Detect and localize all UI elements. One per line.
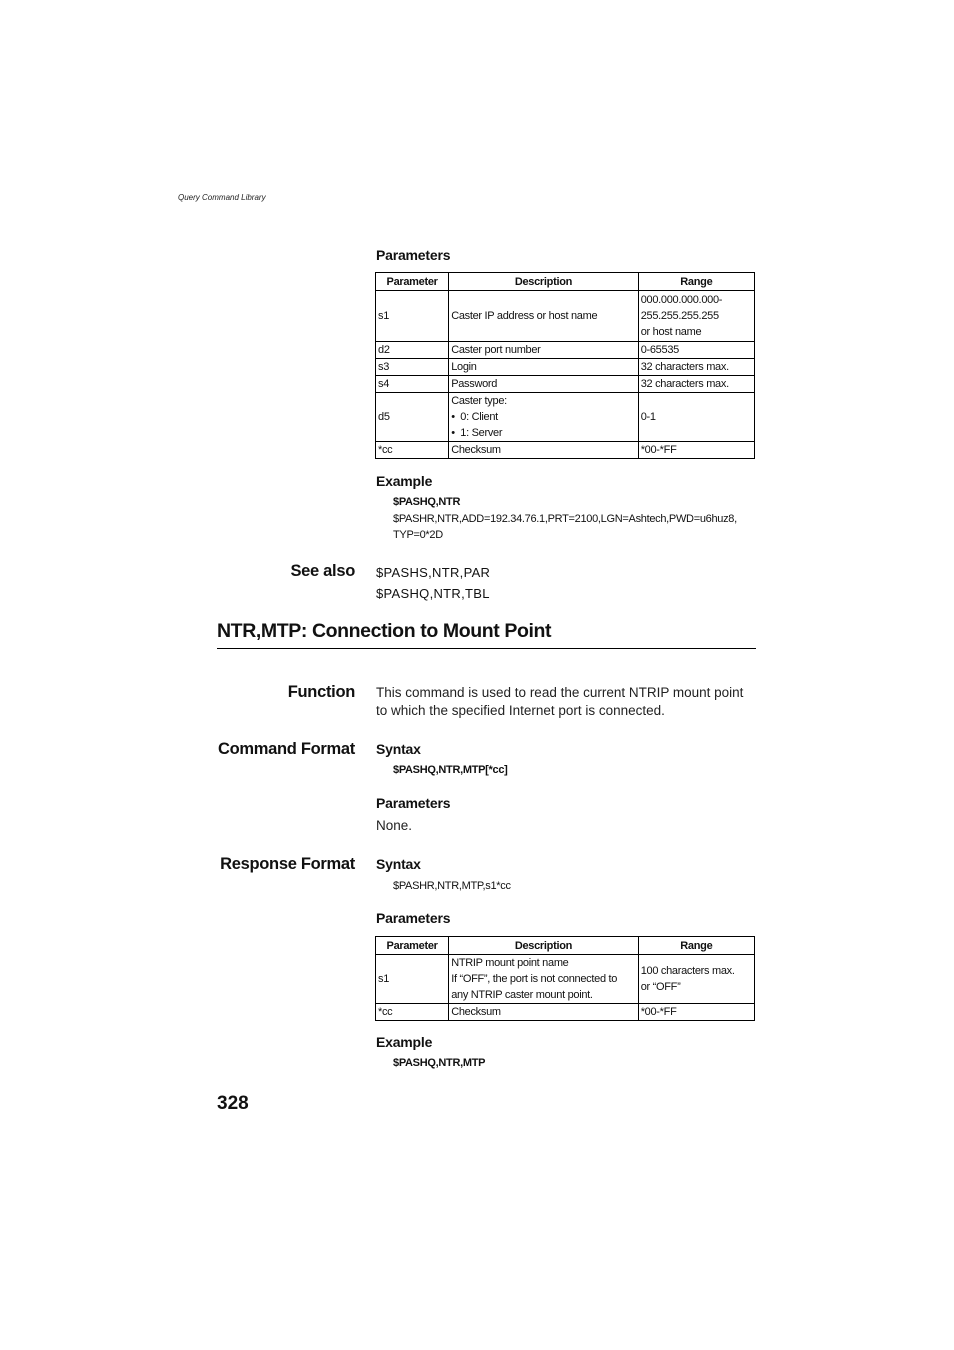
cmd-syntax: $PASHQ,NTR,MTP[*cc] (393, 764, 508, 776)
table-row (376, 291, 755, 342)
see-also-label: See also (290, 562, 355, 580)
column-header: Parameter (376, 273, 449, 291)
param-cell: *cc (376, 442, 449, 459)
resp-example-command: $PASHQ,NTR,MTP (393, 1057, 486, 1069)
command-format-label: Command Format (218, 740, 355, 758)
range-cell (638, 955, 754, 1004)
table-row (376, 393, 755, 442)
function-label: Function (287, 683, 355, 701)
example-response-line: $PASHR,NTR,ADD=192.34.76.1,PRT=2100,LGN=Ashtech,PWD=u6huz8, (393, 513, 737, 525)
resp-syntax: $PASHR,NTR,MTP,s1*cc (393, 880, 511, 892)
table-row (376, 1004, 755, 1021)
table-row (376, 359, 755, 376)
parameters-heading: Parameters (376, 247, 451, 263)
range-line: 100 characters max. (640, 965, 735, 977)
desc-cell (449, 955, 639, 1004)
range-cell: 32 characters max. (638, 359, 754, 376)
table-header-row (376, 937, 755, 955)
range-cell: *00-*FF (638, 442, 754, 459)
desc-cell: Password (449, 376, 639, 393)
page-number: 328 (217, 1093, 249, 1114)
cmd-parameters-text: None. (376, 818, 413, 833)
cmd-parameters-heading: Parameters (376, 795, 451, 811)
running-header: Query Command Library (178, 193, 266, 202)
see-also-link[interactable]: $PASHS,NTR,PAR (376, 565, 491, 580)
resp-parameters-heading: Parameters (376, 910, 451, 926)
desc-line: Caster type: (451, 395, 507, 407)
desc-cell (449, 291, 639, 342)
param-cell: *cc (376, 1004, 449, 1021)
param-cell: s1 (376, 955, 449, 1004)
range-line: 255.255.255.255 (640, 310, 719, 322)
desc-line: any NTRIP caster mount point. (451, 989, 593, 1001)
example-command: $PASHQ,NTR (393, 496, 461, 508)
table-row (376, 376, 755, 393)
range-cell: *00-*FF (638, 1004, 754, 1021)
range-cell: 0-1 (638, 393, 754, 442)
example-response-line: TYP=0*2D (393, 529, 443, 541)
table-row (376, 342, 755, 359)
section-title: NTR,MTP: Connection to Mount Point (217, 620, 552, 642)
desc-line: NTRIP mount point name (451, 957, 569, 969)
resp-example-heading: Example (376, 1034, 433, 1050)
bullet-icon: • (451, 411, 455, 423)
param-cell: d5 (376, 393, 449, 442)
desc-line: Caster IP address or host name (451, 310, 598, 322)
range-cell: 32 characters max. (638, 376, 754, 393)
function-text-line: This command is used to read the current NTRIP mount point (376, 685, 744, 700)
param-cell: s3 (376, 359, 449, 376)
column-header: Range (638, 937, 754, 955)
table-header-row (376, 273, 755, 291)
bullet-icon: • (451, 427, 455, 439)
parameters-table (375, 272, 755, 459)
response-parameters-table (375, 936, 755, 1021)
response-format-label: Response Format (220, 855, 355, 873)
cmd-syntax-heading: Syntax (376, 741, 421, 757)
range-line: or “OFF” (640, 981, 681, 993)
function-text-line: to which the specified Internet port is connected. (376, 703, 665, 718)
desc-cell: Caster port number (449, 342, 639, 359)
section-divider (217, 648, 756, 649)
desc-cell: Checksum (449, 442, 639, 459)
desc-cell (449, 393, 639, 442)
range-cell: 0-65535 (638, 342, 754, 359)
param-cell: s4 (376, 376, 449, 393)
desc-cell: Login (449, 359, 639, 376)
param-cell: s1 (376, 291, 449, 342)
desc-line: If “OFF”, the port is not connected to (451, 973, 618, 985)
table-row (376, 955, 755, 1004)
desc-cell: Checksum (449, 1004, 639, 1021)
column-header: Description (449, 937, 639, 955)
table-row (376, 442, 755, 459)
range-line: or host name (640, 326, 702, 338)
function-text (376, 684, 761, 720)
see-also-link[interactable]: $PASHQ,NTR,TBL (376, 586, 490, 601)
param-cell: d2 (376, 342, 449, 359)
bullet-item: • 1: Server (451, 427, 503, 439)
range-line: 000.000.000.000- (640, 294, 723, 306)
resp-syntax-heading: Syntax (376, 856, 421, 872)
range-cell (638, 291, 754, 342)
example-response (393, 511, 737, 543)
column-header: Description (449, 273, 639, 291)
column-header: Range (638, 273, 754, 291)
see-also-list (376, 562, 490, 604)
bullet-item: • 0: Client (451, 411, 498, 423)
example-heading: Example (376, 473, 433, 489)
column-header: Parameter (376, 937, 449, 955)
